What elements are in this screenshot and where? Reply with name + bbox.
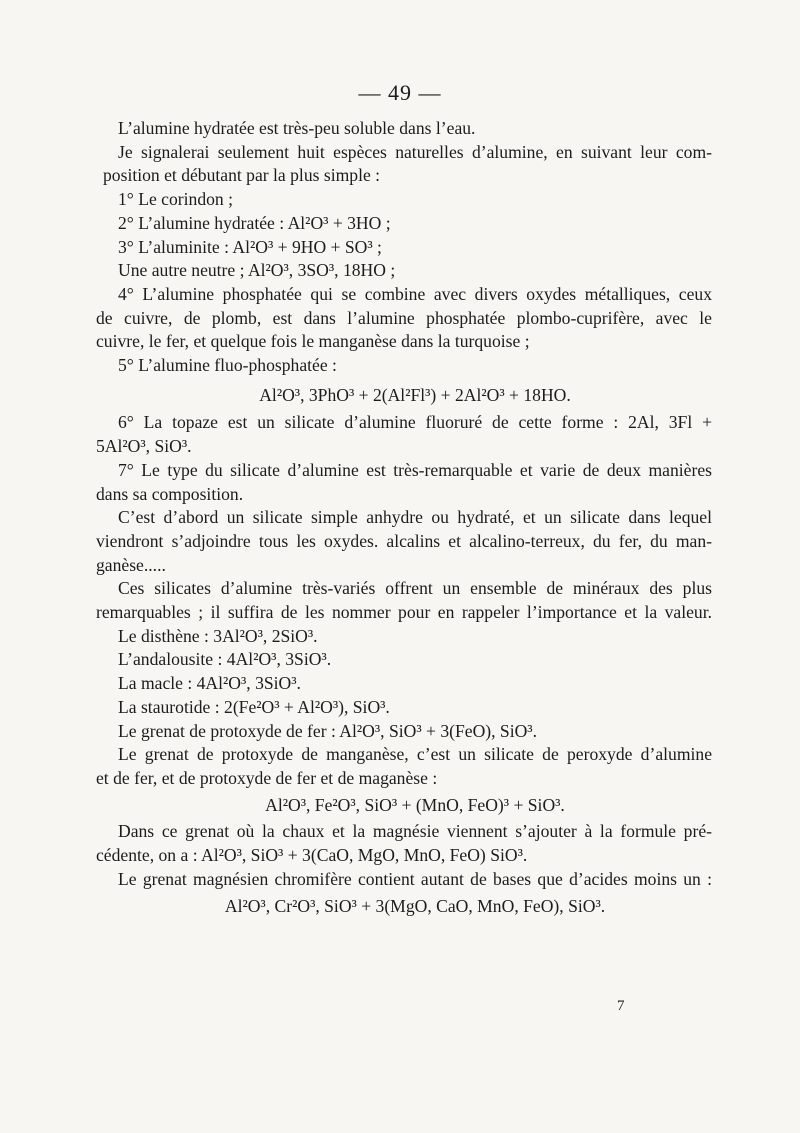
text-line: ganèse..... <box>96 554 166 575</box>
body-text <box>96 117 712 921</box>
text-line: Le grenat de protoxyde de manganèse, c’est un silicate de peroxyde d’alumine <box>118 744 712 765</box>
formula-line: Al²O³, Fe²O³, SiO³ + (MnO, FeO)³ + SiO³. <box>265 794 565 815</box>
formula-line: Al²O³, 3PhO³ + 2(Al²Fl³) + 2Al²O³ + 18HO. <box>259 384 571 405</box>
text-line: 7° Le type du silicate d’alumine est très-remarquable et varie de deux manières <box>118 459 712 480</box>
text-line: cuivre, le fer, et quelque fois le manganèse dans la turquoise ; <box>96 331 530 352</box>
text-line: remarquables ; il suffira de les nommer pour en rappeler l’importance et la valeur. <box>96 602 712 623</box>
text-line: Le grenat magnésien chromifère contient autant de bases que d’acides moins un : <box>118 868 712 889</box>
text-line: Le disthène : 3Al²O³, 2SiO³. <box>118 625 318 646</box>
running-folio: — 49 — <box>358 80 442 105</box>
text-line: L’alumine hydratée est très-peu soluble dans l’eau. <box>118 118 476 138</box>
text-line: 5° L’alumine fluo-phosphatée : <box>118 355 337 376</box>
formula-line: Al²O³, Cr²O³, SiO³ + 3(MgO, CaO, MnO, FeO), SiO³. <box>224 895 606 916</box>
signature-number: 7 <box>617 998 625 1014</box>
text-line: position et débutant par la plus simple : <box>103 165 381 186</box>
text-line: La staurotide : 2(Fe²O³ + Al²O³), SiO³. <box>118 696 390 717</box>
text-line: La macle : 4Al²O³, 3SiO³. <box>118 673 301 694</box>
text-line: Ces silicates d’alumine très-variés offrent un ensemble de minéraux des plus <box>118 578 712 599</box>
text-line: 3° L’aluminite : Al²O³ + 9HO + SO³ ; <box>118 236 382 257</box>
text-line: Le grenat de protoxyde de fer : Al²O³, SiO³ + 3(FeO), SiO³. <box>118 720 537 741</box>
text-line: cédente, on a : Al²O³, SiO³ + 3(CaO, MgO, MnO, FeO) SiO³. <box>96 845 528 866</box>
text-line: Dans ce grenat où la chaux et la magnésie viennent s’ajouter à la formule pré- <box>118 821 712 842</box>
text-line: 6° La topaze est un silicate d’alumine fluoruré de cette forme : 2Al, 3Fl + <box>118 412 712 433</box>
text-line: de cuivre, de plomb, est dans l’alumine phosphatée plombo-cuprifère, avec le <box>96 307 712 328</box>
text-line: 5Al²O³, SiO³. <box>96 436 192 457</box>
text-line: Je signalerai seulement huit espèces naturelles d’alumine, en suivant leur com- <box>118 141 712 162</box>
text-line: 2° L’alumine hydratée : Al²O³ + 3HO ; <box>118 212 391 233</box>
text-line: dans sa composition. <box>96 483 244 504</box>
text-line: Une autre neutre ; Al²O³, 3SO³, 18HO ; <box>118 260 396 281</box>
text-line: 1° Le corindon ; <box>118 189 234 210</box>
text-line: viendront s’adjoindre tous les oxydes. alcalins et alcalino-terreux, du fer, du man- <box>96 530 712 551</box>
text-line: 4° L’alumine phosphatée qui se combine avec divers oxydes métalliques, ceux <box>118 283 712 304</box>
text-line: L’andalousite : 4Al²O³, 3SiO³. <box>118 649 332 670</box>
text-line: et de fer, et de protoxyde de fer et de maganèse : <box>96 767 438 788</box>
text-line: C’est d’abord un silicate simple anhydre ou hydraté, et un silicate dans lequel <box>118 507 712 528</box>
